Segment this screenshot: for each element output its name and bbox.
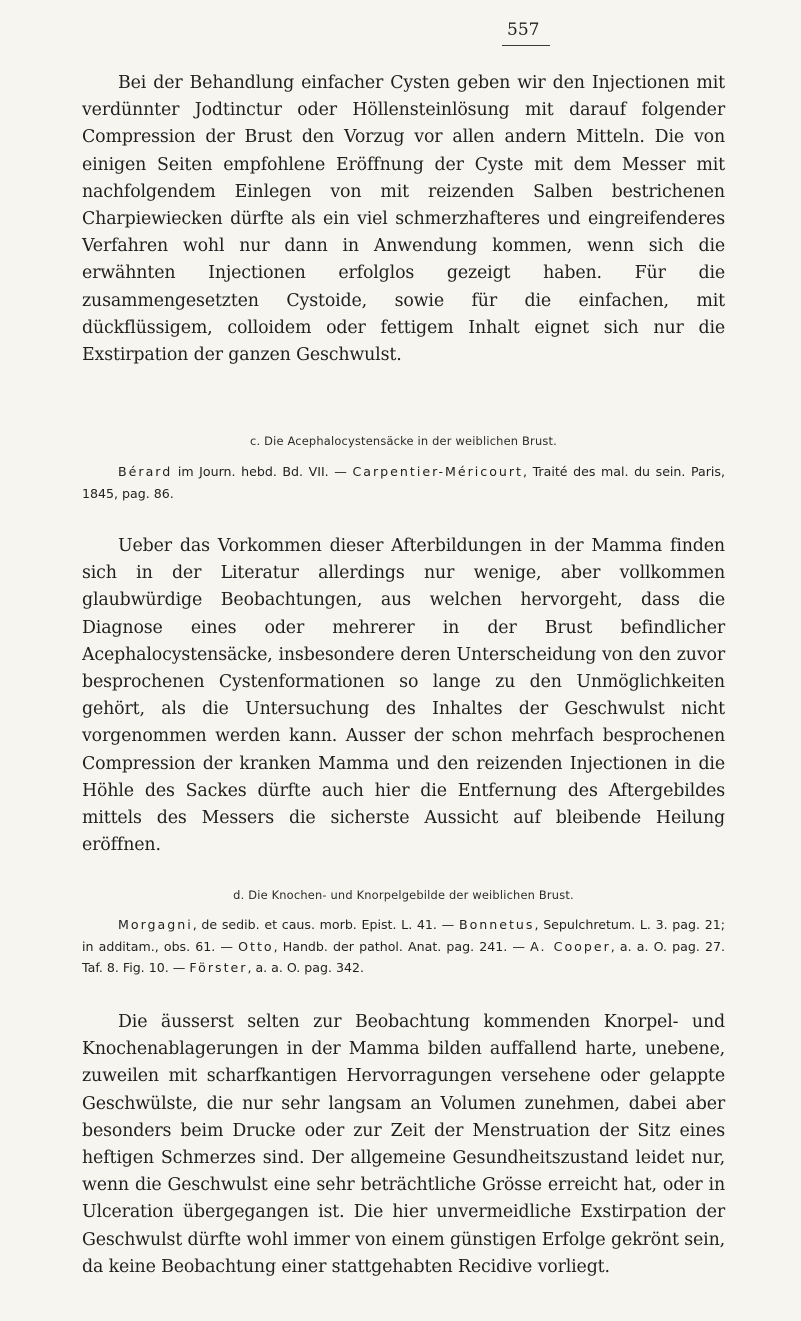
citation-author: Morgagni: [118, 917, 193, 932]
citation-acephalocysts: [82, 461, 725, 504]
citation-text: , a. a. O. pag. 27. Taf. 8. Fig. 10. —: [82, 938, 725, 976]
citation-author: Otto: [238, 938, 274, 954]
citation-text: , Traité des mal. du sein. Paris, 1845, pag. 86.: [82, 464, 725, 501]
citation-bone-cartilage: [82, 914, 725, 979]
citation-author: Bérard: [118, 464, 173, 479]
citation-author: Förster: [189, 960, 248, 976]
citation-author: Bonnetus: [458, 917, 535, 932]
citation-text: , Sepulchretum. L. 3. pag. 21; in additam., obs. 61. —: [82, 917, 725, 954]
citation-text: , de sedib. et caus. morb. Epist. L. 41. —: [192, 917, 459, 932]
citation-text: im Journ. hebd. Bd. VII. —: [172, 464, 353, 479]
section-heading-acephalocysts: c. Die Acephalocystensäcke in der weiblichen Brust.: [250, 434, 557, 448]
page-number-rule: [502, 45, 550, 46]
citation-text: , Handb. der pathol. Anat. pag. 241. —: [273, 938, 531, 954]
page-number: 557: [507, 20, 540, 40]
citation-author: Carpentier-Méricourt: [352, 464, 523, 479]
paragraph-cyst-treatment: Bei der Behandlung einfacher Cysten geben wir den Injectionen mit verdünnter Jodtinctur oder Höllensteinlösung mit darauf folgender Compression der Brust den Vorzug vor allen andern Mitteln. Die von einigen Seiten empfohlene Eröffnung der Cyste mit dem Messer mit nachfolgendem Einlegen von mit reizenden Salben bestrichenen Charpiewiecken dürfte als ein viel schmerzhafteres und eingreifenderes Verfahren wohl nur dann in Anwendung kommen, wenn sich die erwähnten Injectionen erfolglos gezeigt haben. Für die zusammengesetzten Cystoide, sowie für die einfachen, mit dückflüssigem, colloidem oder fettigem Inhalt eignet sich nur die Exstirpation der ganzen Geschwulst.: [82, 73, 725, 366]
citation-author: A. Cooper: [530, 938, 611, 954]
citation-text: , a. a. O. pag. 342.: [247, 960, 365, 976]
section-heading-bone-cartilage: d. Die Knochen- und Knorpelgebilde der weiblichen Brust.: [233, 888, 574, 902]
paragraph-bone-cartilage: Die äusserst selten zur Beobachtung kommenden Knorpel- und Knochenablagerungen in der Mamma bilden auffallend harte, unebene, zuweilen mit scharfkantigen Hervorragungen versehene oder gelappte Geschwülste, die nur sehr langsam an Volumen zunehmen, dabei aber besonders beim Drucke oder zur Zeit der Menstruation der Sitz eines heftigen Schmerzes sind. Der allgemeine Gesundheitszustand leidet nur, wenn die Geschwulst eine sehr beträchtliche Grösse erreicht hat, oder in Ulceration übergegangen ist. Die hier unvermeidliche Exstirpation der Geschwulst dürfte wohl immer von einem günstigen Erfolge gekrönt sein, da keine Beobachtung einer stattgehabten Recidive vorliegt.: [82, 1012, 725, 1277]
paragraph-acephalocysts: Ueber das Vorkommen dieser Afterbildungen in der Mamma finden sich in der Literatur allerdings nur wenige, aber vollkommen glaubwürdige Beobachtungen, aus welchen hervorgeht, dass die Diagnose eines oder mehrerer in der Brust befindlicher Acephalocystensäcke, insbesondere deren Unterscheidung von den zuvor besprochenen Cystenformationen so lange zu den Unmöglichkeiten gehört, als die Untersuchung des Inhaltes der Geschwulst nicht vorgenommen werden kann. Ausser der schon mehrfach besprochenen Compression der kranken Mamma und den reizenden Injectionen in die Höhle des Sackes dürfte auch hier die Entfernung des Aftergebildes mittels des Messers die sicherste Aussicht auf bleibende Heilung eröffnen.: [82, 536, 725, 856]
